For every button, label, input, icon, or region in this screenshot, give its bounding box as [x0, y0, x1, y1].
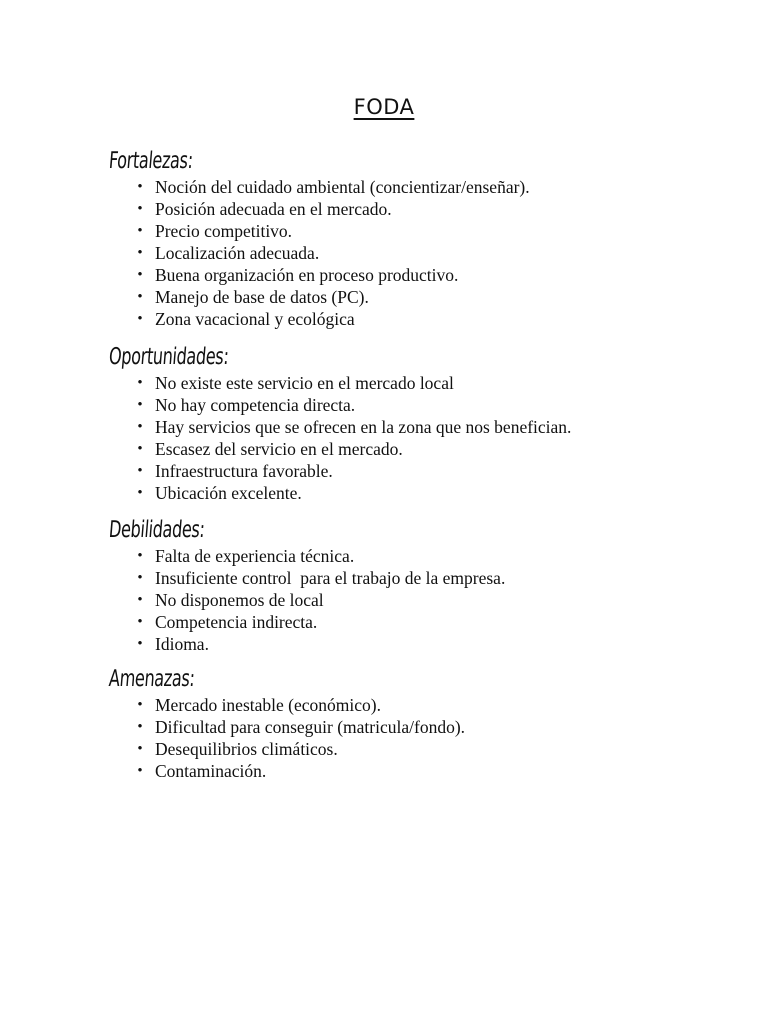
amenazas-list: [109, 694, 709, 782]
list-item-text: Precio competitivo.: [155, 221, 293, 241]
bullet-icon: •: [137, 267, 143, 283]
list-item-text: Competencia indirecta.: [155, 612, 318, 632]
bullet-icon: •: [137, 201, 143, 217]
list-item: [109, 264, 709, 286]
list-item-text: Falta de experiencia técnica.: [155, 546, 355, 566]
oportunidades-list: [109, 372, 709, 504]
bullet-icon: •: [137, 614, 143, 630]
section-heading-amenazas: Amenazas:: [107, 666, 196, 692]
list-item: [109, 460, 709, 482]
bullet-icon: •: [137, 375, 143, 391]
list-item-text: Idioma.: [155, 634, 209, 654]
bullet-icon: •: [137, 570, 143, 586]
list-item: [109, 308, 709, 330]
list-item: [109, 716, 709, 738]
bullet-icon: •: [137, 548, 143, 564]
list-item-text: Dificultad para conseguir (matricula/fondo).: [155, 717, 466, 737]
list-item: [109, 694, 709, 716]
list-item: [109, 438, 709, 460]
bullet-icon: •: [137, 441, 143, 457]
bullet-icon: •: [137, 397, 143, 413]
list-item: [109, 482, 709, 504]
list-item-text: Contaminación.: [155, 761, 267, 781]
list-item: [109, 567, 709, 589]
bullet-icon: •: [137, 311, 143, 327]
bullet-icon: •: [137, 289, 143, 305]
debilidades-list: [109, 545, 709, 655]
list-item: [109, 198, 709, 220]
list-item: [109, 242, 709, 264]
bullet-icon: •: [137, 763, 143, 779]
list-item-text: Desequilibrios climáticos.: [155, 739, 338, 759]
section-heading-debilidades: Debilidades:: [107, 517, 206, 543]
list-item: [109, 589, 709, 611]
section-heading-fortalezas: Fortalezas:: [107, 148, 194, 174]
list-item-text: Buena organización en proceso productivo.: [155, 265, 459, 285]
bullet-icon: •: [137, 485, 143, 501]
section-debilidades: [109, 515, 709, 655]
fortalezas-list: [109, 176, 709, 330]
list-item-text: No hay competencia directa.: [155, 395, 356, 415]
list-item-text: No disponemos de local: [155, 590, 324, 610]
bullet-icon: •: [137, 463, 143, 479]
bullet-icon: •: [137, 741, 143, 757]
list-item-text: Hay servicios que se ofrecen en la zona que nos benefician.: [155, 417, 572, 437]
list-item-text: Infraestructura favorable.: [155, 461, 333, 481]
list-item-text: Mercado inestable (económico).: [155, 695, 381, 715]
bullet-icon: •: [137, 245, 143, 261]
bullet-icon: •: [137, 592, 143, 608]
list-item: [109, 633, 709, 655]
list-item: [109, 286, 709, 308]
list-item-text: Localización adecuada.: [155, 243, 320, 263]
section-fortalezas: [109, 146, 709, 330]
list-item: [109, 611, 709, 633]
bullet-icon: •: [137, 419, 143, 435]
list-item-text: No existe este servicio en el mercado local: [155, 373, 454, 393]
list-item: [109, 220, 709, 242]
list-item: [109, 394, 709, 416]
bullet-icon: •: [137, 636, 143, 652]
list-item-text: Ubicación excelente.: [155, 483, 302, 503]
list-item: [109, 545, 709, 567]
section-oportunidades: [109, 342, 709, 504]
list-item: [109, 738, 709, 760]
section-amenazas: [109, 664, 709, 782]
list-item: [109, 760, 709, 782]
list-item-text: Insuficiente control para el trabajo de la empresa.: [155, 568, 506, 588]
bullet-icon: •: [137, 179, 143, 195]
list-item: [109, 416, 709, 438]
document-title: FODA: [353, 95, 415, 119]
list-item-text: Zona vacacional y ecológica: [155, 309, 355, 329]
list-item: [109, 372, 709, 394]
bullet-icon: •: [137, 223, 143, 239]
list-item-text: Manejo de base de datos (PC).: [155, 287, 369, 307]
bullet-icon: •: [137, 697, 143, 713]
list-item-text: Posición adecuada en el mercado.: [155, 199, 392, 219]
section-heading-oportunidades: Oportunidades:: [107, 344, 230, 370]
list-item-text: Escasez del servicio en el mercado.: [155, 439, 403, 459]
bullet-icon: •: [137, 719, 143, 735]
list-item-text: Noción del cuidado ambiental (concientizar/enseñar).: [155, 177, 530, 197]
list-item: [109, 176, 709, 198]
